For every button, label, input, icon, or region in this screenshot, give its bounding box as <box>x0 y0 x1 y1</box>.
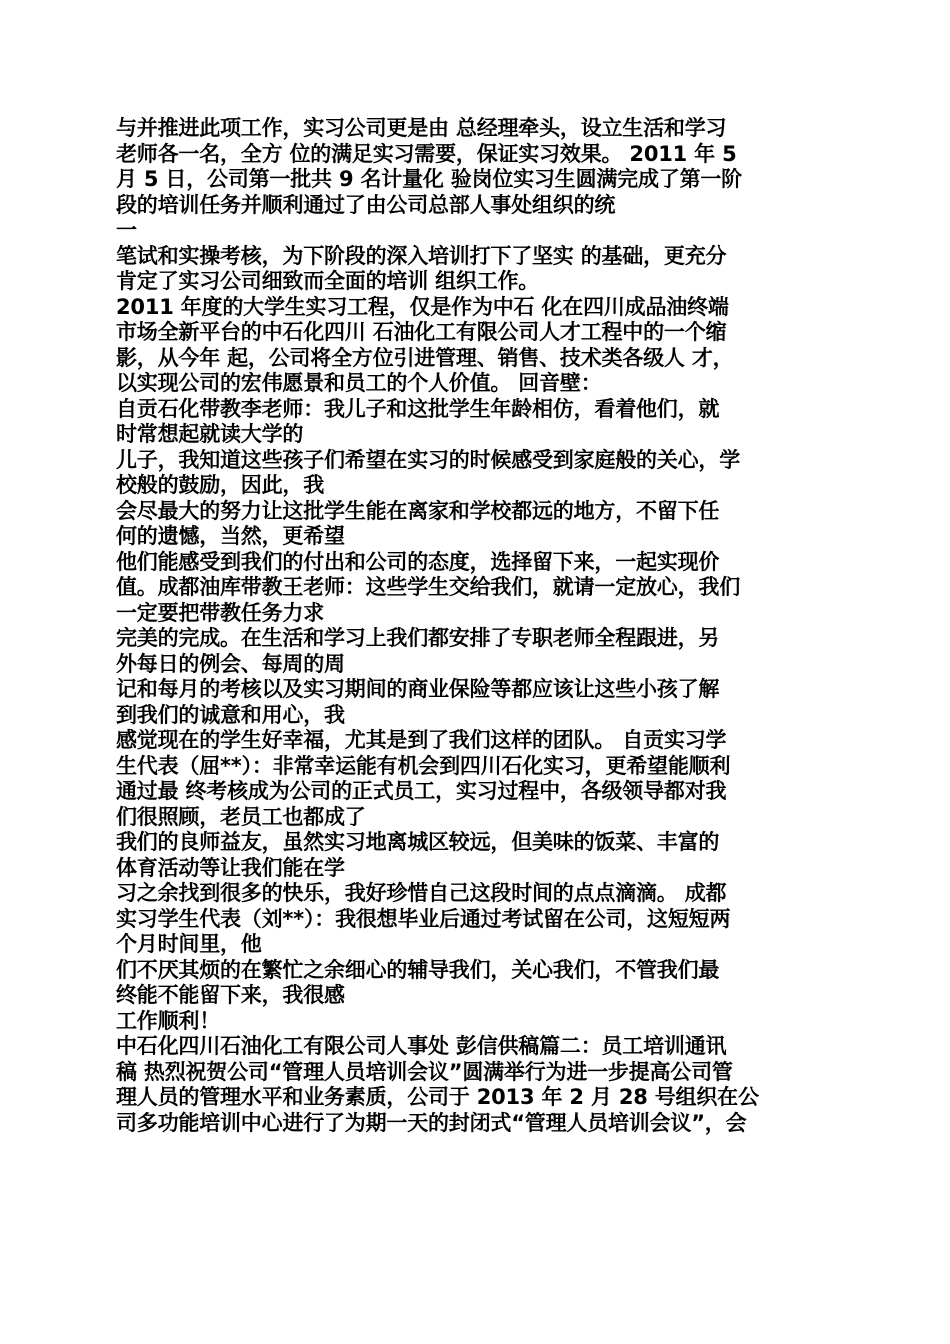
text-line: 到我们的诚意和用心，我 <box>116 702 345 727</box>
text-line: 肯定了实习公司细致而全面的培训 组织工作。 <box>116 269 540 293</box>
body-text <box>116 116 836 1136</box>
text-line: 通过最 终考核成为公司的正式员工，实习过程中，各级领导都对我 <box>116 779 727 803</box>
text-line: 们不厌其烦的在繁忙之余细心的辅导我们，关心我们，不管我们最 <box>116 957 720 982</box>
text-line: 他们能感受到我们的付出和公司的态度，选择留下来，一起实现价 <box>116 549 720 574</box>
text-line: 体育活动等让我们能在学 <box>116 855 345 880</box>
text-line: 市场全新平台的中石化四川 石油化工有限公司人才工程中的一个缩 <box>116 320 727 344</box>
text-line: 稿 热烈祝贺公司“管理人员培训会议”圆满举行为进一步提高公司管 <box>116 1059 733 1084</box>
text-line: 儿子，我知道这些孩子们希望在实习的时候感受到家庭般的关心，学 <box>116 447 740 472</box>
text-line: 以实现公司的宏伟愿景和员工的个人价值。 回音壁： <box>116 371 602 395</box>
text-line: 月 5 日，公司第一批共 9 名计量化 验岗位实习生圆满完成了第一阶 <box>116 167 742 191</box>
text-line: 工作顺利！ <box>116 1008 220 1033</box>
text-line: 理人员的管理水平和业务素质，公司于 2013 年 2 月 28 号组织在公 <box>116 1085 759 1109</box>
text-line: 完美的完成。在生活和学习上我们都安排了专职老师全程跟进，另 <box>116 626 720 650</box>
text-line: 与并推进此项工作，实习公司更是由 总经理牵头，设立生活和学习 <box>116 116 727 140</box>
text-line: 值。成都油库带教王老师：这些学生交给我们，就请一定放心，我们 <box>116 575 740 599</box>
text-line: 会尽最大的努力让这批学生能在离家和学校都远的地方，不留下任 <box>116 498 720 523</box>
text-line: 笔试和实操考核，为下阶段的深入培训打下了坚实 的基础，更充分 <box>116 243 727 268</box>
text-line: 一 <box>116 218 137 242</box>
text-line: 何的遗憾，当然，更希望 <box>116 524 345 548</box>
text-line: 终能不能留下来，我很感 <box>116 983 345 1007</box>
text-line: 段的培训任务并顺利通过了由公司总部人事处组织的统 <box>116 192 616 217</box>
text-line: 记和每月的考核以及实习期间的商业保险等都应该让这些小孩了解 <box>116 677 720 701</box>
text-line: 时常想起就读大学的 <box>116 422 304 446</box>
text-line: 一定要把带教任务力求 <box>116 600 324 625</box>
text-line: 外每日的例会、每周的周 <box>116 651 345 676</box>
text-line: 个月时间里，他 <box>116 932 262 956</box>
text-line: 司多功能培训中心进行了为期一天的封闭式“管理人员培训会议”，会 <box>116 1110 747 1135</box>
text-line: 中石化四川石油化工有限公司人事处 彭信供稿篇二：员工培训通讯 <box>116 1034 727 1058</box>
text-line: 我们的良师益友，虽然实习地离城区较远，但美味的饭菜、丰富的 <box>116 830 720 854</box>
text-line: 校般的鼓励，因此，我 <box>116 473 324 497</box>
text-line: 习之余找到很多的快乐，我好珍惜自己这段时间的点点滴滴。 成都 <box>116 881 727 905</box>
text-line: 影，从今年 起，公司将全方位引进管理、销售、技术类各级人 才， <box>116 345 734 370</box>
text-line: 生代表（屈**）：非常幸运能有机会到四川石化实习，更希望能顺利 <box>116 753 731 778</box>
text-line: 自贡石化带教李老师：我儿子和这批学生年龄相仿，看着他们，就 <box>116 396 720 421</box>
text-line: 感觉现在的学生好幸福，尤其是到了我们这样的团队。 自贡实习学 <box>116 728 727 752</box>
text-line: 们很照顾，老员工也都成了 <box>116 804 366 829</box>
text-line: 老师各一名，全方 位的满足实习需要，保证实习效果。 2011 年 5 <box>116 141 737 166</box>
text-line: 实习学生代表（刘**）：我很想毕业后通过考试留在公司，这短短两 <box>116 906 731 931</box>
text-line: 2011 年度的大学生实习工程，仅是作为中石 化在四川成品油终端 <box>116 294 729 319</box>
